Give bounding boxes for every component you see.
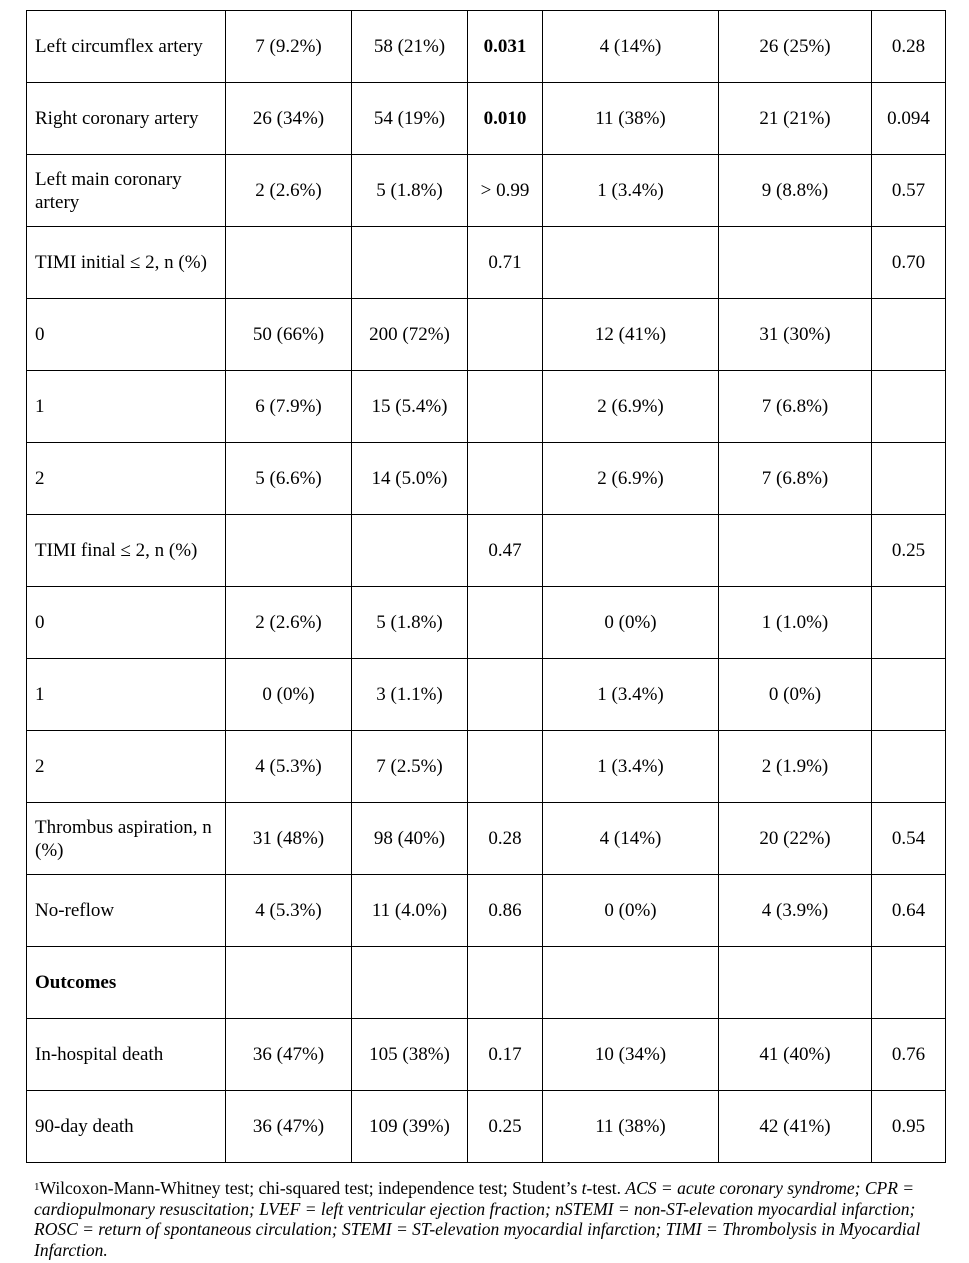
p-value-1-cell: 0.28 <box>468 803 543 875</box>
row-label-cell: Outcomes <box>27 947 226 1019</box>
group1-cell <box>226 515 352 587</box>
group2-cell <box>352 947 468 1019</box>
group3-cell <box>543 515 719 587</box>
group1-cell: 2 (2.6%) <box>226 155 352 227</box>
p-value-1-cell <box>468 587 543 659</box>
p-value-1-cell: 0.86 <box>468 875 543 947</box>
row-label-cell: 2 <box>27 731 226 803</box>
group2-cell: 105 (38%) <box>352 1019 468 1091</box>
group3-cell: 0 (0%) <box>543 587 719 659</box>
group4-cell: 0 (0%) <box>719 659 872 731</box>
table-row <box>27 155 946 227</box>
group1-cell: 50 (66%) <box>226 299 352 371</box>
group2-cell: 11 (4.0%) <box>352 875 468 947</box>
group1-cell: 36 (47%) <box>226 1091 352 1163</box>
group2-cell: 54 (19%) <box>352 83 468 155</box>
group1-cell: 2 (2.6%) <box>226 587 352 659</box>
group3-cell: 12 (41%) <box>543 299 719 371</box>
group4-cell: 21 (21%) <box>719 83 872 155</box>
row-label-cell: Left main coronary artery <box>27 155 226 227</box>
group4-cell: 9 (8.8%) <box>719 155 872 227</box>
group3-cell: 4 (14%) <box>543 11 719 83</box>
group1-cell <box>226 227 352 299</box>
group4-cell: 2 (1.9%) <box>719 731 872 803</box>
table-row <box>27 659 946 731</box>
group4-cell: 7 (6.8%) <box>719 371 872 443</box>
row-label-cell: 2 <box>27 443 226 515</box>
group1-cell: 4 (5.3%) <box>226 875 352 947</box>
group3-cell: 11 (38%) <box>543 83 719 155</box>
p-value-2-cell: 0.094 <box>872 83 946 155</box>
group3-cell: 2 (6.9%) <box>543 443 719 515</box>
row-label-cell: TIMI final ≤ 2, n (%) <box>27 515 226 587</box>
group3-cell <box>543 227 719 299</box>
p-value-1-cell: 0.17 <box>468 1019 543 1091</box>
p-value-2-cell: 0.54 <box>872 803 946 875</box>
group3-cell: 10 (34%) <box>543 1019 719 1091</box>
group2-cell: 5 (1.8%) <box>352 155 468 227</box>
group4-cell: 20 (22%) <box>719 803 872 875</box>
row-label-cell: Left circumflex artery <box>27 11 226 83</box>
group3-cell: 0 (0%) <box>543 875 719 947</box>
group1-cell: 6 (7.9%) <box>226 371 352 443</box>
group2-cell: 5 (1.8%) <box>352 587 468 659</box>
table-row <box>27 83 946 155</box>
group4-cell: 26 (25%) <box>719 11 872 83</box>
group2-cell: 200 (72%) <box>352 299 468 371</box>
row-label-cell: In-hospital death <box>27 1019 226 1091</box>
group4-cell: 42 (41%) <box>719 1091 872 1163</box>
p-value-1-cell: 0.25 <box>468 1091 543 1163</box>
group4-cell: 1 (1.0%) <box>719 587 872 659</box>
table-row <box>27 371 946 443</box>
group4-cell: 31 (30%) <box>719 299 872 371</box>
row-label-cell: Thrombus aspiration, n (%) <box>27 803 226 875</box>
p-value-1-cell <box>468 731 543 803</box>
group1-cell: 7 (9.2%) <box>226 11 352 83</box>
table-row <box>27 299 946 371</box>
p-value-1-cell <box>468 947 543 1019</box>
group2-cell: 58 (21%) <box>352 11 468 83</box>
group4-cell <box>719 227 872 299</box>
table-row <box>27 1091 946 1163</box>
table-row <box>27 803 946 875</box>
group1-cell: 0 (0%) <box>226 659 352 731</box>
p-value-2-cell <box>872 299 946 371</box>
p-value-2-cell <box>872 659 946 731</box>
group1-cell: 5 (6.6%) <box>226 443 352 515</box>
row-label-cell: 0 <box>27 299 226 371</box>
p-value-2-cell <box>872 587 946 659</box>
p-value-2-cell <box>872 443 946 515</box>
p-value-2-cell <box>872 731 946 803</box>
group4-cell <box>719 947 872 1019</box>
p-value-1-cell: 0.71 <box>468 227 543 299</box>
group2-cell <box>352 515 468 587</box>
group3-cell: 1 (3.4%) <box>543 731 719 803</box>
group1-cell: 4 (5.3%) <box>226 731 352 803</box>
row-label-cell: Right coronary artery <box>27 83 226 155</box>
row-label-cell: 1 <box>27 659 226 731</box>
table-row <box>27 947 946 1019</box>
p-value-2-cell: 0.76 <box>872 1019 946 1091</box>
results-table <box>26 10 946 1163</box>
group3-cell: 1 (3.4%) <box>543 659 719 731</box>
row-label-cell: 1 <box>27 371 226 443</box>
table-footnote <box>34 1178 939 1260</box>
group3-cell: 11 (38%) <box>543 1091 719 1163</box>
group4-cell: 41 (40%) <box>719 1019 872 1091</box>
table-row <box>27 731 946 803</box>
row-label-cell: No-reflow <box>27 875 226 947</box>
footnote-t: t <box>581 1178 587 1198</box>
footnote-tests-suffix: -test. <box>586 1178 626 1198</box>
row-label-cell: 0 <box>27 587 226 659</box>
p-value-2-cell <box>872 947 946 1019</box>
table-row <box>27 515 946 587</box>
group2-cell: 98 (40%) <box>352 803 468 875</box>
group1-cell: 36 (47%) <box>226 1019 352 1091</box>
p-value-2-cell: 0.95 <box>872 1091 946 1163</box>
group2-cell: 3 (1.1%) <box>352 659 468 731</box>
p-value-2-cell <box>872 371 946 443</box>
group3-cell: 1 (3.4%) <box>543 155 719 227</box>
p-value-2-cell: 0.64 <box>872 875 946 947</box>
group2-cell: 7 (2.5%) <box>352 731 468 803</box>
group2-cell: 14 (5.0%) <box>352 443 468 515</box>
group4-cell <box>719 515 872 587</box>
p-value-1-cell <box>468 371 543 443</box>
row-label-cell: TIMI initial ≤ 2, n (%) <box>27 227 226 299</box>
group4-cell: 7 (6.8%) <box>719 443 872 515</box>
table-row <box>27 11 946 83</box>
group2-cell: 15 (5.4%) <box>352 371 468 443</box>
p-value-1-cell <box>468 443 543 515</box>
table-row <box>27 1019 946 1091</box>
row-label-cell: 90-day death <box>27 1091 226 1163</box>
footnote-abbreviations: ACS = acute coronary syndrome; CPR = cardiopulmonary resuscitation; LVEF = left ventricular ejection fraction; nSTEMI = non-ST-elevation myocardial infarction; ROSC = return of spontaneous circulation; STEMI = ST-elevation myocardial infarction; TIMI = Thrombolysis in Myocardial Infarction. <box>34 1178 921 1260</box>
group1-cell: 31 (48%) <box>226 803 352 875</box>
p-value-2-cell: 0.25 <box>872 515 946 587</box>
p-value-2-cell: 0.57 <box>872 155 946 227</box>
table-body <box>27 11 946 1163</box>
group1-cell <box>226 947 352 1019</box>
table-row <box>27 227 946 299</box>
group4-cell: 4 (3.9%) <box>719 875 872 947</box>
group3-cell: 4 (14%) <box>543 803 719 875</box>
p-value-2-cell: 0.70 <box>872 227 946 299</box>
group1-cell: 26 (34%) <box>226 83 352 155</box>
table-row <box>27 443 946 515</box>
table-row <box>27 875 946 947</box>
p-value-1-cell: 0.47 <box>468 515 543 587</box>
p-value-1-cell <box>468 299 543 371</box>
group3-cell <box>543 947 719 1019</box>
group2-cell <box>352 227 468 299</box>
p-value-1-cell: > 0.99 <box>468 155 543 227</box>
table-row <box>27 587 946 659</box>
footnote-tests: Wilcoxon-Mann-Whitney test; chi-squared test; independence test; Student’s <box>39 1178 582 1198</box>
footnote-marker: 1 <box>34 1181 40 1193</box>
p-value-2-cell: 0.28 <box>872 11 946 83</box>
p-value-1-cell: 0.010 <box>468 83 543 155</box>
group2-cell: 109 (39%) <box>352 1091 468 1163</box>
p-value-1-cell: 0.031 <box>468 11 543 83</box>
group3-cell: 2 (6.9%) <box>543 371 719 443</box>
p-value-1-cell <box>468 659 543 731</box>
